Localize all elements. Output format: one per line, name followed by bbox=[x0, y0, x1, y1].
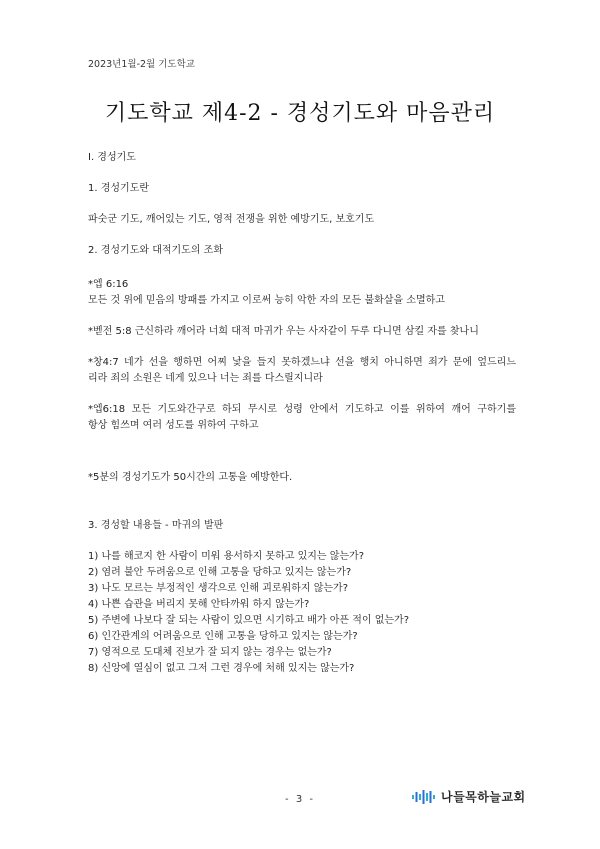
list-item: 3) 나도 모르는 부정적인 생각으로 인해 괴로워하지 않는가? bbox=[88, 583, 349, 594]
list-item: 4) 나쁜 습관을 버리지 못해 안타까워 하지 않는가? bbox=[88, 599, 310, 610]
verse2-text: *벧전 5:8 근신하라 깨어라 너희 대적 마귀가 우는 사자같이 두루 다니면 삼킬 자를 찾나니 bbox=[88, 326, 479, 337]
list-item: 1) 나를 해코지 한 사람이 미워 용서하지 못하고 있지는 않는가? bbox=[88, 551, 365, 562]
verse3-line1: *창4:7 네가 선을 행하면 어찌 낯을 들지 못하겠느냐 선을 행치 아니하면 죄가 문에 엎드리느 bbox=[88, 357, 516, 368]
verse1-text: 모든 것 위에 믿음의 방패를 가지고 이로써 능히 악한 자의 모든 불화살을 소멸하고 bbox=[88, 295, 445, 306]
note-text: *5분의 경성기도가 50시간의 고통을 예방한다. bbox=[88, 472, 293, 483]
list-item: 2) 염려 불안 두려움으로 인해 고통을 당하고 있지는 않는가? bbox=[88, 567, 352, 578]
checklist bbox=[88, 549, 409, 677]
list-item: 7) 영적으로 도대체 진보가 잘 되지 않는 경우는 없는가? bbox=[88, 647, 332, 658]
list-item: 5) 주변에 나보다 잘 되는 사람이 있으면 시기하고 배가 아픈 적이 없는가? bbox=[88, 615, 410, 626]
sub1-text: 파숫군 기도, 깨어있는 기도, 영적 전쟁을 위한 예방기도, 보호기도 bbox=[88, 214, 375, 225]
sub2-heading: 2. 경성기도와 대적기도의 조화 bbox=[88, 245, 223, 256]
verse4-line1: *엡6:18 모든 기도와간구로 하되 무시로 성령 안에서 기도하고 이를 위하여 깨어 구하기를 bbox=[88, 404, 516, 415]
list-item: 6) 인간관계의 어려움으로 인해 고통을 당하고 있지는 않는가? bbox=[88, 631, 358, 642]
sub1-heading: 1. 경성기도란 bbox=[88, 183, 150, 194]
verse1-ref: *엡 6:16 bbox=[88, 279, 129, 290]
page-header-date: 2023년1월-2월 기도학교 bbox=[88, 59, 195, 70]
page-title: 기도학교 제4-2 - 경성기도와 마음관리 bbox=[104, 101, 496, 126]
logo-bars-icon bbox=[412, 789, 436, 805]
logo-text: 나들목하늘교회 bbox=[441, 790, 526, 804]
page-number: - 3 - bbox=[285, 794, 315, 805]
sub3-heading: 3. 경성할 내용들 - 마귀의 발판 bbox=[88, 520, 224, 531]
list-item: 8) 신앙에 열심이 없고 그저 그런 경우에 처해 있지는 않는가? bbox=[88, 663, 355, 674]
verse4-line2: 항상 힘쓰며 여러 성도를 위하여 구하고 bbox=[88, 420, 259, 431]
verse3-line2: 리라 죄의 소원은 네게 있으나 너는 죄를 다스릴지니라 bbox=[88, 373, 323, 384]
church-logo bbox=[412, 788, 526, 805]
section-heading: Ⅰ. 경성기도 bbox=[88, 152, 136, 163]
